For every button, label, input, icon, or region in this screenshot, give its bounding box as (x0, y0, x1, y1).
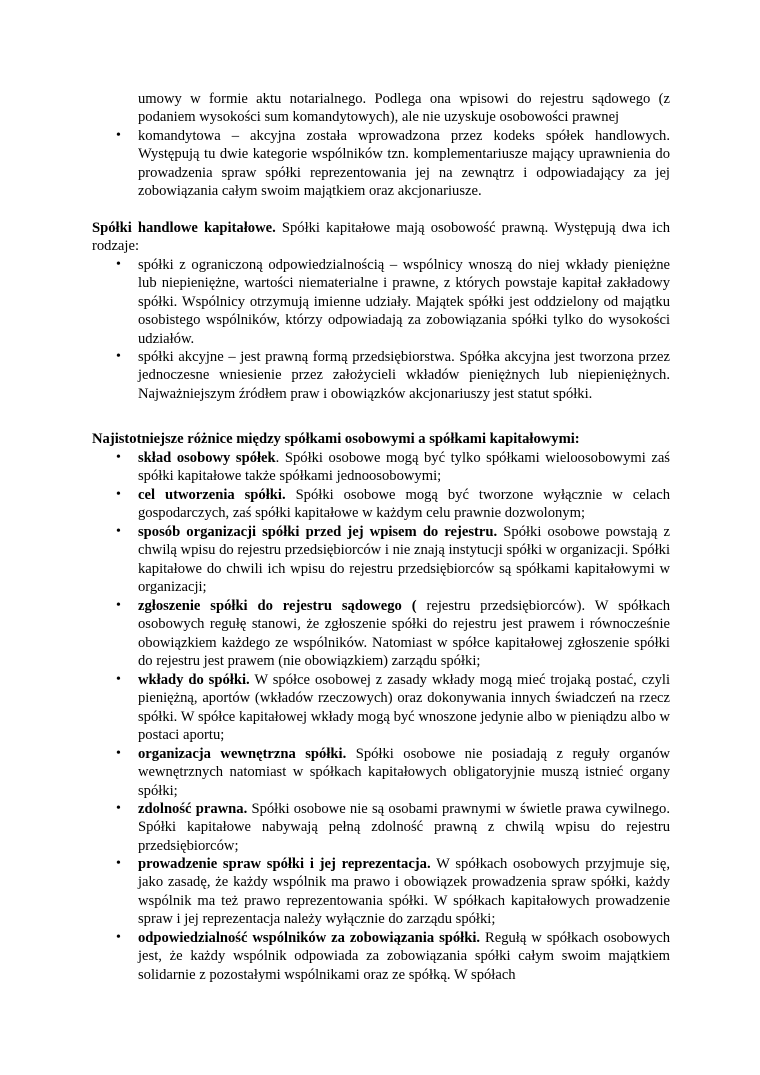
list-item (138, 855, 670, 929)
bullet: • (116, 128, 121, 143)
intro-continuation: umowy w formie aktu notarialnego. Podlega ona wpisowi do rejestru sądowego (z podaniem wysokości sum komandytowych), ale nie uzyskuje osobowości prawnej (138, 91, 670, 126)
section-heading: Spółki handlowe kapitałowe. (92, 220, 276, 236)
item-text: . Spółki osobowe mogą być tylko spółkami wieloosobowymi zaś spółki kapitałowe także spółkami jednoosobowymi; (138, 450, 670, 485)
item-text: Spółki osobowe nie są osobami prawnymi w świetle prawa cywilnego. Spółki kapitałowe nabywają pełną zdolność prawną z chwilą wpisu do rejestru przedsiębiorców; (138, 801, 671, 854)
item-text: W spółce osobowej z zasady wkłady mogą mieć trojaką postać, czyli pieniężną, aportów (wkładów rzeczowych) oraz dokonywania innych świadczeń na rzecz spółki. W spółce kapitałowej wkłady mogą być wnoszone jedynie albo w pieniądzu albo w postaci aportu; (138, 672, 670, 744)
item-text: Spółki osobowe mogą być tworzone wyłącznie w celach gospodarczych, zaś spółki kapitałowe w każdym celu prawnie dozwolonym; (138, 487, 670, 522)
item-text: Regułą w spółkach osobowych jest, że każdy wspólnik odpowiada za zobowiązania spółki całym swoim majątkiem solidarnie z pozostałymi wspólnikami oraz ze spółką. W spółach (138, 930, 671, 983)
item-title: zdolność prawna. (138, 801, 248, 817)
item-text: Spółki osobowe nie posiadają z reguły organów wewnętrznych natomiast w spółkach kapitałowych obligatoryjnie muszą istnieć organy spółki; (138, 746, 670, 799)
list-item (138, 449, 670, 486)
list-item (138, 800, 670, 855)
bullet: • (116, 450, 121, 465)
list-item (138, 597, 670, 671)
item-text: rejestru przedsiębiorców). W spółkach osobowych regułę stanowi, że zgłoszenie spółki do rejestru jest prawem i równocześnie obowiązkiem każdego ze wspólników. Natomiast w spółce kapitałowej zgłoszenie spółki do rejestru jest prawem (nie obowiązkiem) zarządu spółki; (138, 598, 670, 670)
capital-section-intro (92, 219, 670, 256)
bullet: • (116, 598, 121, 613)
item-title: zgłoszenie spółki do rejestru sądowego ( (138, 598, 417, 614)
item-title: odpowiedzialność wspólników za zobowiązania spółki. (138, 930, 481, 946)
list-item: spółki akcyjne – jest prawną formą przedsiębiorstwa. Spółka akcyjna jest tworzona przez jednoczesne wniesienie przez założycieli wkładów pieniężnych lub niepieniężnych. Najważniejszym źródłem praw i obowiązków akcjonariuszy jest statut spółki. (138, 349, 670, 402)
section-intro: Spółki kapitałowe mają osobowość prawną. Występują dwa ich rodzaje: (92, 220, 670, 255)
item-title: cel utworzenia spółki. (138, 487, 286, 503)
item-title: organizacja wewnętrzna spółki. (138, 746, 347, 762)
list-item: spółki z ograniczoną odpowiedzialnością – wspólnicy wnoszą do niej wkłady pieniężne lub niepieniężne, wartości niematerialne i prawne, z których powstaje kapitał zakładowy spółki. Wspólnicy otrzymują imienne udziały. Majątek spółki jest oddzielony od majątku osobistego wspólników, którzy odpowiadają za zobowiązania spółki tylko do wysokości udziałów. (138, 257, 670, 347)
list-item (138, 486, 670, 523)
bullet: • (116, 487, 121, 502)
list-item (138, 745, 670, 800)
differences-heading: Najistotniejsze różnice między spółkami osobowymi a spółkami kapitałowymi: (92, 431, 580, 447)
bullet: • (116, 930, 121, 945)
item-title: wkłady do spółki. (138, 672, 250, 688)
item-text: W spółkach osobowych przyjmuje się, jako zasadę, że każdy wspólnik ma prawo i obowiązek prowadzenia spraw spółki, każdy wspólnik ma też prawo reprezentowania spółki. W spółkach kapitałowych prowadzenie spraw i jej reprezentacja należy wyłącznie do zarządu spółki; (138, 856, 670, 928)
bullet: • (116, 856, 121, 871)
item-text: Spółki osobowe powstają z chwilą wpisu do rejestru przedsiębiorców i nie znają instytucji spółki w organizacji. Spółki kapitałowe do chwili ich wpisu do rejestru przedsiębiorców są spółkami kapitałowymi w organizacji; (138, 524, 671, 596)
list-item (138, 523, 670, 597)
item-title: prowadzenie spraw spółki i jej reprezentacja. (138, 856, 431, 872)
list-item (138, 671, 670, 745)
bullet: • (116, 524, 121, 539)
item-title: skład osobowy spółek (138, 450, 276, 466)
intro-bullet: komandytowa – akcyjna została wprowadzona przez kodeks spółek handlowych. Występują tu dwie kategorie wspólników tzn. komplementariusze mający uprawnienia do prowadzenia spraw spółki reprezentowania jej na zewnątrz i odpowiadający za jej zobowiązania całym swoim majątkiem oraz akcjonariusze. (138, 128, 670, 200)
bullet: • (116, 672, 121, 687)
list-item (138, 929, 670, 984)
bullet: • (116, 801, 121, 816)
bullet: • (116, 349, 121, 364)
bullet: • (116, 746, 121, 761)
bullet: • (116, 257, 121, 272)
item-title: sposób organizacji spółki przed jej wpisem do rejestru. (138, 524, 498, 540)
